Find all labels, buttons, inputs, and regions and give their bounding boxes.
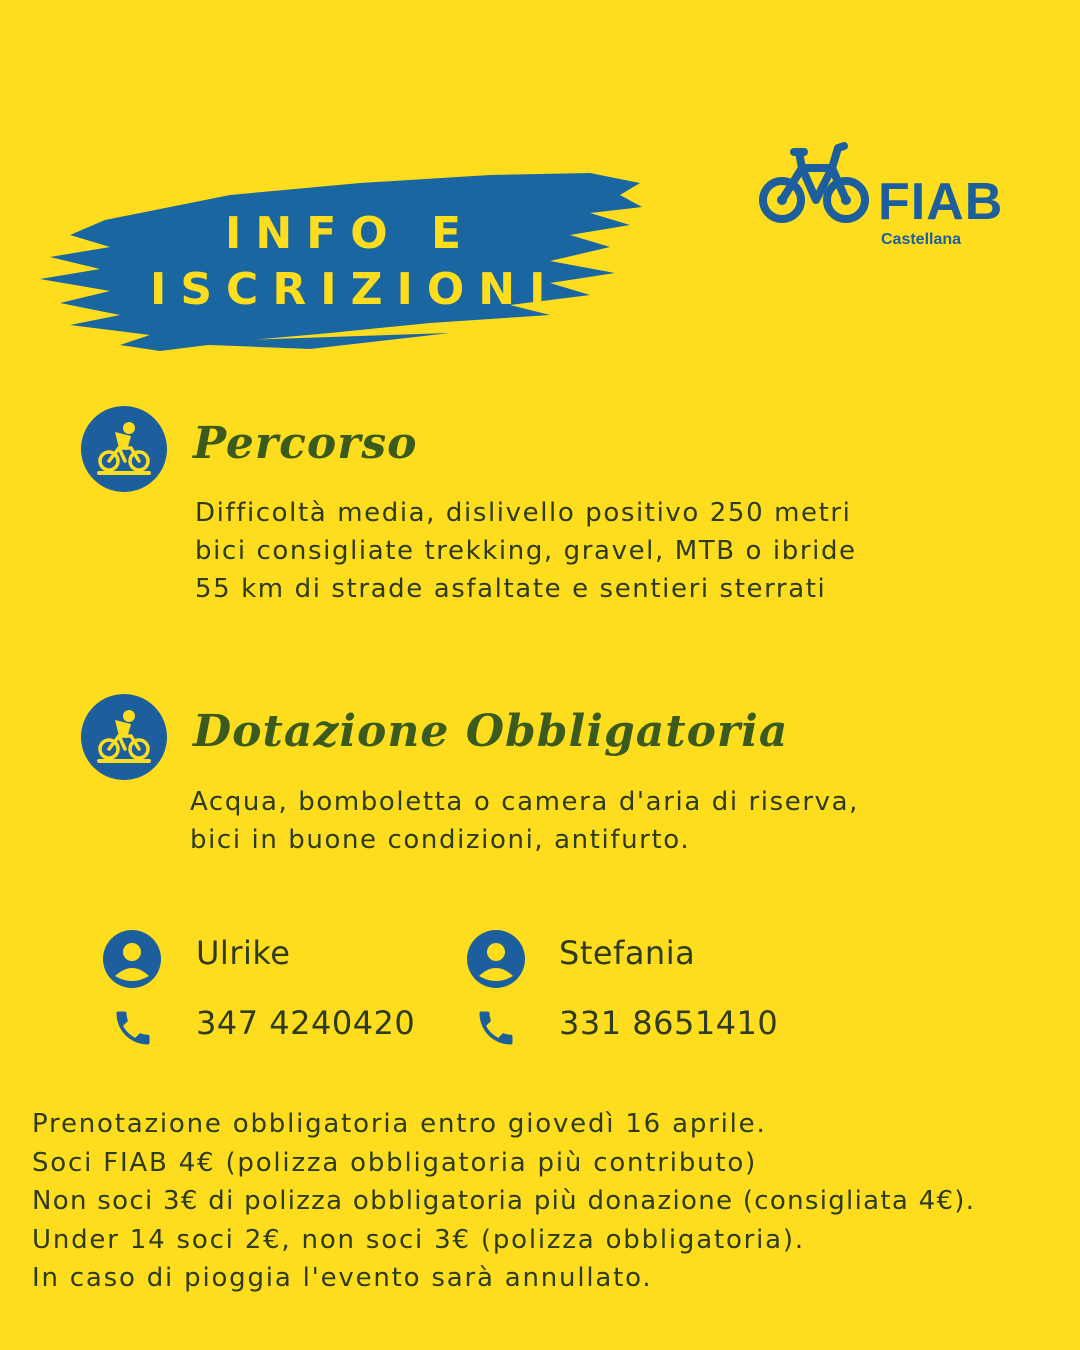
percorso-line-2: bici consigliate trekking, gravel, MTB o ibride: [195, 536, 857, 566]
contact-phone-stefania[interactable]: 331 8651410: [559, 1004, 779, 1042]
section-heading-dotazione: Dotazione Obbligatoria: [193, 706, 789, 757]
phone-icon[interactable]: [111, 1006, 155, 1050]
title-line-1: INFO E: [225, 208, 476, 259]
brush-stroke-banner: [30, 165, 650, 360]
section-body-percorso: [195, 494, 857, 608]
cyclist-icon: [81, 406, 167, 492]
footer-info: [32, 1105, 975, 1298]
user-icon: [103, 930, 161, 988]
cyclist-icon: [81, 694, 167, 780]
logo-subtitle: Castellana: [881, 231, 962, 248]
footer-line-1: Prenotazione obbligatoria entro giovedì 16 aprile.: [32, 1109, 767, 1139]
percorso-line-1: Difficoltà media, dislivello positivo 250 metri: [195, 498, 852, 528]
logo-name: FIAB: [878, 173, 1004, 231]
user-icon: [467, 930, 525, 988]
contact-phone-ulrike[interactable]: 347 4240420: [196, 1004, 416, 1042]
section-heading-percorso: Percorso: [193, 418, 418, 469]
bicycle-icon: [758, 140, 873, 228]
footer-line-3: Non soci 3€ di polizza obbligatoria più donazione (consigliata 4€).: [32, 1186, 976, 1216]
contact-name-stefania: Stefania: [559, 934, 696, 972]
dotazione-line-2: bici in buone condizioni, antifurto.: [190, 825, 691, 855]
contact-name-ulrike: Ulrike: [196, 934, 291, 972]
footer-line-4: Under 14 soci 2€, non soci 3€ (polizza obbligatoria).: [32, 1224, 805, 1255]
footer-line-2: Soci FIAB 4€ (polizza obbligatoria più contributo): [32, 1147, 758, 1178]
dotazione-line-1: Acqua, bomboletta o camera d'aria di riserva,: [190, 787, 860, 817]
phone-icon[interactable]: [474, 1006, 518, 1050]
percorso-line-3: 55 km di strade asfaltate e sentieri sterrati: [195, 574, 827, 604]
footer-line-5: In caso di pioggia l'evento sarà annullato.: [32, 1263, 653, 1293]
title-line-2: ISCRIZIONI: [150, 264, 560, 315]
section-body-dotazione: [190, 783, 859, 859]
